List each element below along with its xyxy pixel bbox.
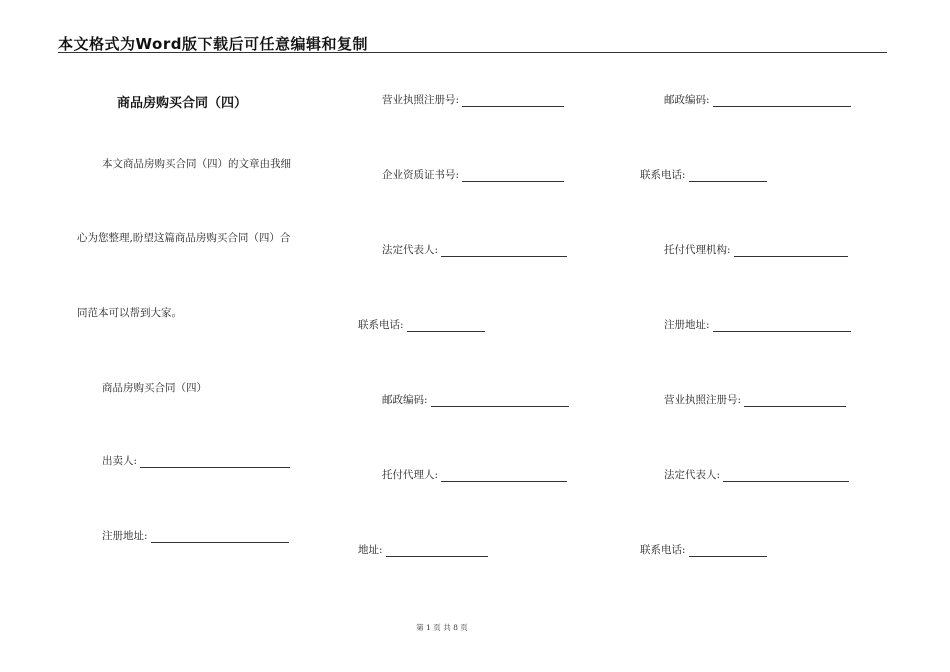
- business-license-field: [382, 92, 564, 107]
- business-license-field: [664, 392, 846, 407]
- blank-line[interactable]: [151, 530, 289, 543]
- field-label: 法定代表人:: [664, 469, 721, 481]
- field-label: 联系电话:: [640, 544, 686, 556]
- registered-address-field: [102, 528, 289, 543]
- qualification-cert-field: [382, 167, 564, 182]
- header-divider: [58, 52, 887, 53]
- field-label: 托付代理人:: [382, 469, 439, 481]
- field-label: 注册地址:: [102, 530, 148, 542]
- field-label: 地址:: [358, 544, 383, 556]
- paragraph-line: 本文商品房购买合同（四）的文章由我细: [102, 158, 291, 170]
- header-title: 本文格式为Word版下载后可任意编辑和复制: [58, 35, 368, 53]
- document-title: 商品房购买合同（四）: [117, 96, 248, 111]
- agent-field: [382, 467, 567, 482]
- blank-line[interactable]: [689, 169, 767, 182]
- phone-field: [640, 542, 767, 557]
- paragraph-line: 心为您整理,盼望这篇商品房购买合同（四）合: [77, 232, 291, 244]
- field-label: 出卖人:: [102, 455, 138, 467]
- paragraph-line: 同范本可以帮到大家。: [77, 307, 182, 319]
- blank-line[interactable]: [462, 169, 564, 182]
- page-indicator: 第 1 页 共 8 页: [416, 623, 468, 632]
- paragraph-line: 商品房购买合同（四）: [102, 382, 207, 394]
- address-field: [358, 542, 488, 557]
- blank-line[interactable]: [441, 244, 567, 257]
- blank-line[interactable]: [140, 455, 290, 468]
- blank-line[interactable]: [689, 544, 767, 557]
- field-label: 企业资质证书号:: [382, 169, 460, 181]
- blank-line[interactable]: [723, 469, 849, 482]
- field-label: 营业执照注册号:: [382, 94, 460, 106]
- postal-code-field: [664, 92, 851, 107]
- blank-line[interactable]: [386, 544, 488, 557]
- seller-field: [102, 453, 290, 468]
- agency-field: [664, 242, 848, 257]
- blank-line[interactable]: [431, 394, 569, 407]
- legal-rep-field: [664, 467, 849, 482]
- field-label: 邮政编码:: [664, 94, 710, 106]
- field-label: 联系电话:: [358, 319, 404, 331]
- blank-line[interactable]: [441, 469, 567, 482]
- blank-line[interactable]: [713, 319, 851, 332]
- field-label: 联系电话:: [640, 169, 686, 181]
- field-label: 邮政编码:: [382, 394, 428, 406]
- legal-rep-field: [382, 242, 567, 257]
- field-label: 法定代表人:: [382, 244, 439, 256]
- blank-line[interactable]: [744, 394, 846, 407]
- blank-line[interactable]: [713, 94, 851, 107]
- field-label: 托付代理机构:: [664, 244, 731, 256]
- registered-address-field: [664, 317, 851, 332]
- field-label: 营业执照注册号:: [664, 394, 742, 406]
- field-label: 注册地址:: [664, 319, 710, 331]
- phone-field: [640, 167, 767, 182]
- blank-line[interactable]: [407, 319, 485, 332]
- blank-line[interactable]: [462, 94, 564, 107]
- postal-code-field: [382, 392, 569, 407]
- phone-field: [358, 317, 485, 332]
- blank-line[interactable]: [734, 244, 848, 257]
